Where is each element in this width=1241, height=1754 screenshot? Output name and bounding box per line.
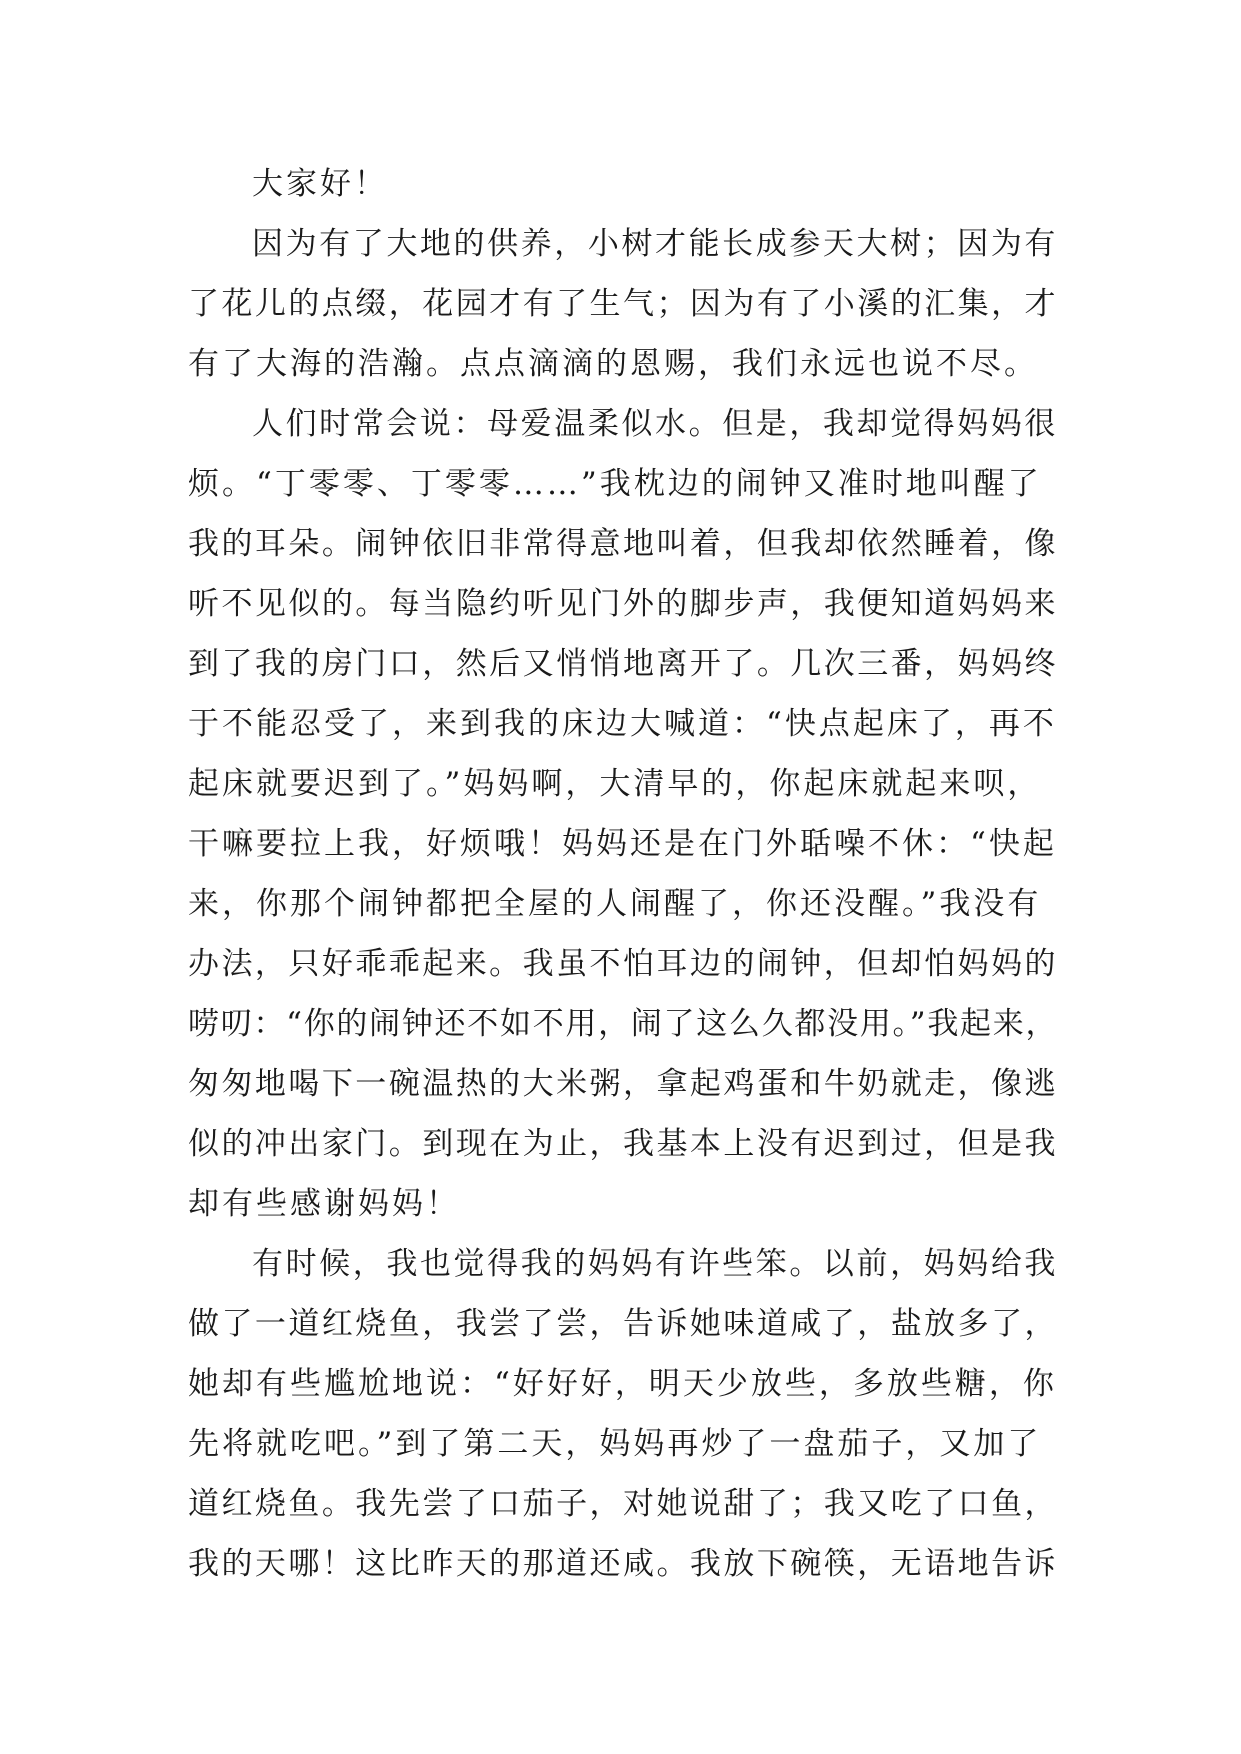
text-line: 有时候，我也觉得我的妈妈有许些笨。以前，妈妈给我 xyxy=(252,1246,1058,1282)
text-line: 我的天哪！这比昨天的那道还咸。我放下碗筷，无语地告诉 xyxy=(188,1546,1058,1582)
text-line: 干嘛要拉上我，好烦哦！妈妈还是在门外聒噪不休：“快起 xyxy=(188,826,1057,862)
text-line: 我的耳朵。闹钟依旧非常得意地叫着，但我却依然睡着，像 xyxy=(188,526,1058,562)
text-line: 先将就吃吧。”到了第二天，妈妈再炒了一盘茄子，又加了 xyxy=(188,1426,1042,1462)
document-body xyxy=(188,154,1058,1594)
text-line: 道红烧鱼。我先尝了口茄子，对她说甜了；我又吃了口鱼， xyxy=(188,1486,1058,1522)
text-line: 起床就要迟到了。”妈妈啊，大清早的，你起床就起来呗， xyxy=(188,766,1042,802)
text-line: 大家好！ xyxy=(252,166,388,202)
text-line: 烦。“丁零零、丁零零……”我枕边的闹钟又准时地叫醒了 xyxy=(188,466,1042,502)
text-line: 有了大海的浩瀚。点点滴滴的恩赐，我们永远也说不尽。 xyxy=(188,346,1038,382)
text-line: 似的冲出家门。到现在为止，我基本上没有迟到过，但是我 xyxy=(188,1126,1058,1162)
text-line: 匆匆地喝下一碗温热的大米粥，拿起鸡蛋和牛奶就走，像逃 xyxy=(188,1066,1058,1102)
text-line: 因为有了大地的供养，小树才能长成参天大树；因为有 xyxy=(252,226,1058,262)
text-line: 来，你那个闹钟都把全屋的人闹醒了，你还没醒。”我没有 xyxy=(188,886,1042,922)
text-line: 到了我的房门口，然后又悄悄地离开了。几次三番，妈妈终 xyxy=(188,646,1058,682)
text-line: 做了一道红烧鱼，我尝了尝，告诉她味道咸了，盐放多了， xyxy=(188,1306,1058,1342)
text-line: 听不见似的。每当隐约听见门外的脚步声，我便知道妈妈来 xyxy=(188,586,1058,622)
text-line: 于不能忍受了，来到我的床边大喊道：“快点起床了，再不 xyxy=(188,706,1057,742)
text-line: 办法，只好乖乖起来。我虽不怕耳边的闹钟，但却怕妈妈的 xyxy=(188,946,1058,982)
text-line: 人们时常会说：母爱温柔似水。但是，我却觉得妈妈很 xyxy=(252,406,1058,442)
text-line: 她却有些尴尬地说：“好好好，明天少放些，多放些糖，你 xyxy=(188,1366,1057,1402)
text-line: 却有些感谢妈妈！ xyxy=(188,1186,460,1222)
text-line: 了花儿的点缀，花园才有了生气；因为有了小溪的汇集，才 xyxy=(188,286,1058,322)
text-line: 唠叨：“你的闹钟还不如不用，闹了这么久都没用。”我起来， xyxy=(188,1006,1059,1042)
